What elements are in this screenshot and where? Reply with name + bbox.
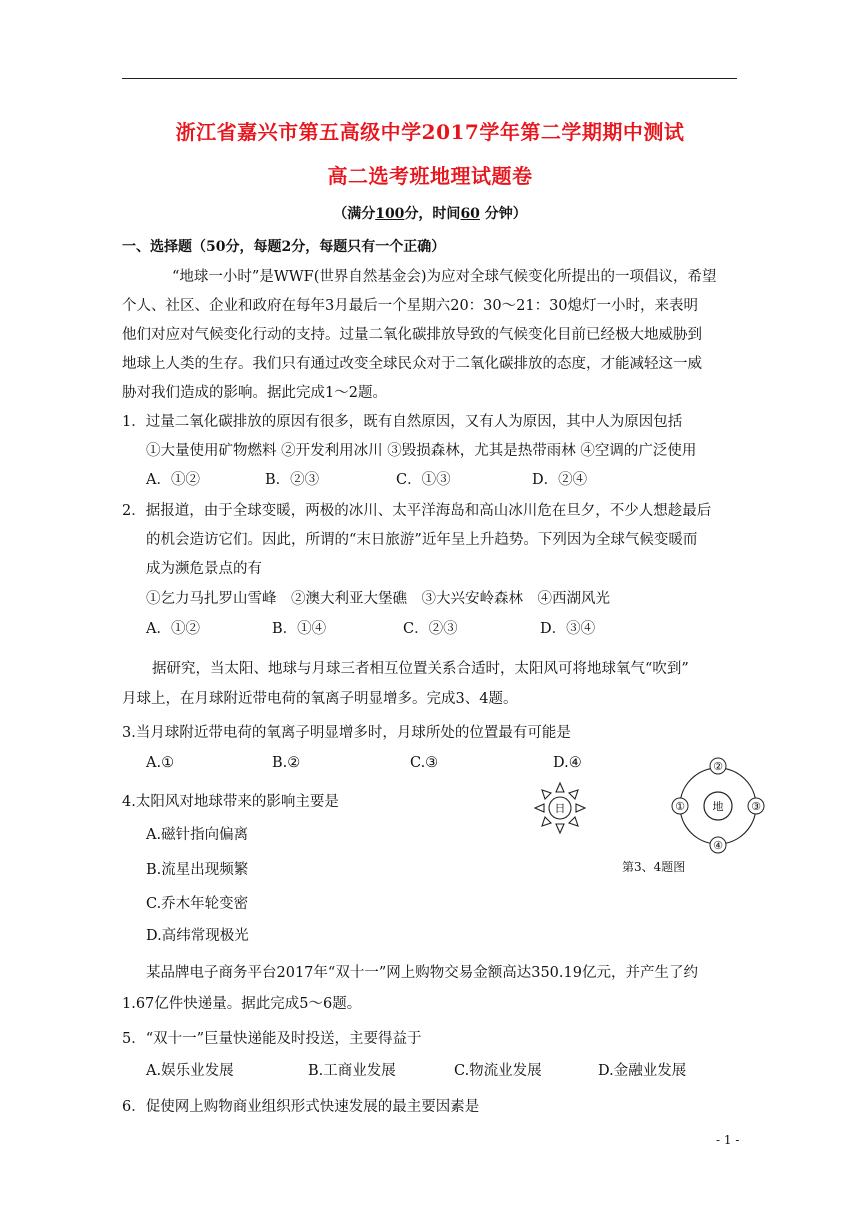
- question-4-option-c: C.乔木年轮变密: [146, 896, 249, 912]
- exam-info-close: 分钟）: [479, 206, 527, 222]
- page-number: - 1 -: [716, 1133, 740, 1147]
- exam-info-open: （满分: [333, 206, 376, 222]
- passage2-line: 据研究，当太阳、地球与月球三者相互位置关系合适时，太阳风可将地球氧气“吹到”: [152, 661, 689, 677]
- exam-title: 浙江省嘉兴市第五高级中学2017学年第二学期期中测试: [175, 120, 685, 144]
- question-5-option-b: B.工商业发展: [308, 1063, 396, 1079]
- question-4-option-a: A.磁针指向偏离: [146, 827, 249, 843]
- question-2-option-d: D．③④: [540, 621, 596, 637]
- question-1-items: ①大量使用矿物燃料 ②开发利用冰川 ③毁损森林，尤其是热带雨林 ④空调的广泛使用: [146, 443, 697, 459]
- question-1-option-d: D．②④: [532, 472, 588, 488]
- question-5-option-c: C.物流业发展: [454, 1063, 542, 1079]
- earth-orbit-diagram: [668, 752, 768, 856]
- question-4-stem: 4.太阳风对地球带来的影响主要是: [122, 794, 339, 810]
- question-1-stem: 1．过量二氧化碳排放的原因有很多，既有自然原因，又有人为原因，其中人为原因包括: [122, 414, 683, 430]
- exam-subtitle: 高二选考班地理试题卷: [327, 164, 533, 188]
- question-2-items: ①乞力马扎罗山雪峰 ②澳大利亚大堡礁 ③大兴安岭森林 ④西湖风光: [146, 591, 610, 607]
- sun-label: 日: [554, 802, 566, 815]
- passage3-line: 1.67亿件快递量。据此完成5～6题。: [122, 996, 362, 1012]
- question-1-option-b: B．②③: [265, 472, 320, 488]
- passage1-line: “地球一小时”是WWF(世界自然基金会)为应对全球气候变化所提出的一项倡议，希望: [172, 269, 717, 285]
- sun-icon: [532, 780, 588, 836]
- question-2-stem: 的机会造访它们。因此，所谓的“末日旅游”近年呈上升趋势。下列因为全球气候变暖而: [146, 532, 698, 548]
- question-3-option-d: D.④: [553, 755, 582, 771]
- moon-position-1: ①: [675, 800, 685, 813]
- passage2-line: 月球上，在月球附近带电荷的氧离子明显增多。完成3、4题。: [122, 691, 518, 707]
- exam-info-mid: 分，时间: [404, 206, 461, 222]
- moon-position-3: ③: [751, 800, 761, 813]
- moon-position-4: ④: [713, 839, 723, 852]
- question-4-option-b: B.流星出现频繁: [146, 862, 249, 878]
- exam-time: 60: [460, 206, 480, 222]
- passage1-line: 地球上人类的生存。我们只有通过改变全球民众对于二氧化碳排放的态度，才能减轻这一威: [122, 356, 702, 372]
- question-5-option-d: D.金融业发展: [598, 1063, 687, 1079]
- exam-score: 100: [375, 206, 405, 222]
- question-5-option-a: A.娱乐业发展: [146, 1063, 234, 1079]
- question-5-stem: 5．“双十一”巨量快递能及时投送，主要得益于: [122, 1031, 422, 1047]
- header-rule: [122, 78, 737, 79]
- exam-info: [0, 203, 860, 223]
- question-3-option-c: C.③: [410, 755, 439, 771]
- passage1-line: 他们对应对气候变化行动的支持。过量二氧化碳排放导致的气候变化目前已经极大地威胁到: [122, 327, 702, 343]
- question-4-option-d: D.高纬常现极光: [146, 928, 249, 944]
- moon-position-2: ②: [713, 760, 723, 773]
- figure-caption: 第3、4题图: [622, 860, 686, 874]
- question-1-option-a: A．①②: [146, 472, 200, 488]
- question-2-option-c: C．②③: [403, 621, 458, 637]
- section-heading: 一、选择题（50分，每题2分，每题只有一个正确）: [122, 239, 446, 255]
- passage3-line: 某品牌电子商务平台2017年“双十一”网上购物交易金额高达350.19亿元，并产生了约: [146, 965, 698, 981]
- question-3-option-a: A.①: [146, 755, 175, 771]
- question-3-option-b: B.②: [272, 755, 301, 771]
- passage1-line: 胁对我们造成的影响。据此完成1～2题。: [122, 385, 387, 401]
- question-2-option-b: B．①④: [272, 621, 327, 637]
- passage1-line: 个人、社区、企业和政府在每年3月最后一个星期六20：30～21：30熄灯一小时，来表明: [122, 298, 699, 314]
- question-2-stem: 成为濒危景点的有: [146, 561, 262, 577]
- question-2-option-a: A．①②: [146, 621, 200, 637]
- earth-label: 地: [712, 800, 724, 813]
- question-3-stem: 3.当月球附近带电荷的氧离子明显增多时，月球所处的位置最有可能是: [122, 725, 571, 741]
- question-1-option-c: C．①③: [396, 472, 451, 488]
- question-2-stem: 2．据报道，由于全球变暖，两极的冰川、太平洋海岛和高山冰川危在旦夕，不少人想趁最后: [122, 503, 712, 519]
- question-6-stem: 6．促使网上购物商业组织形式快速发展的最主要因素是: [122, 1099, 480, 1115]
